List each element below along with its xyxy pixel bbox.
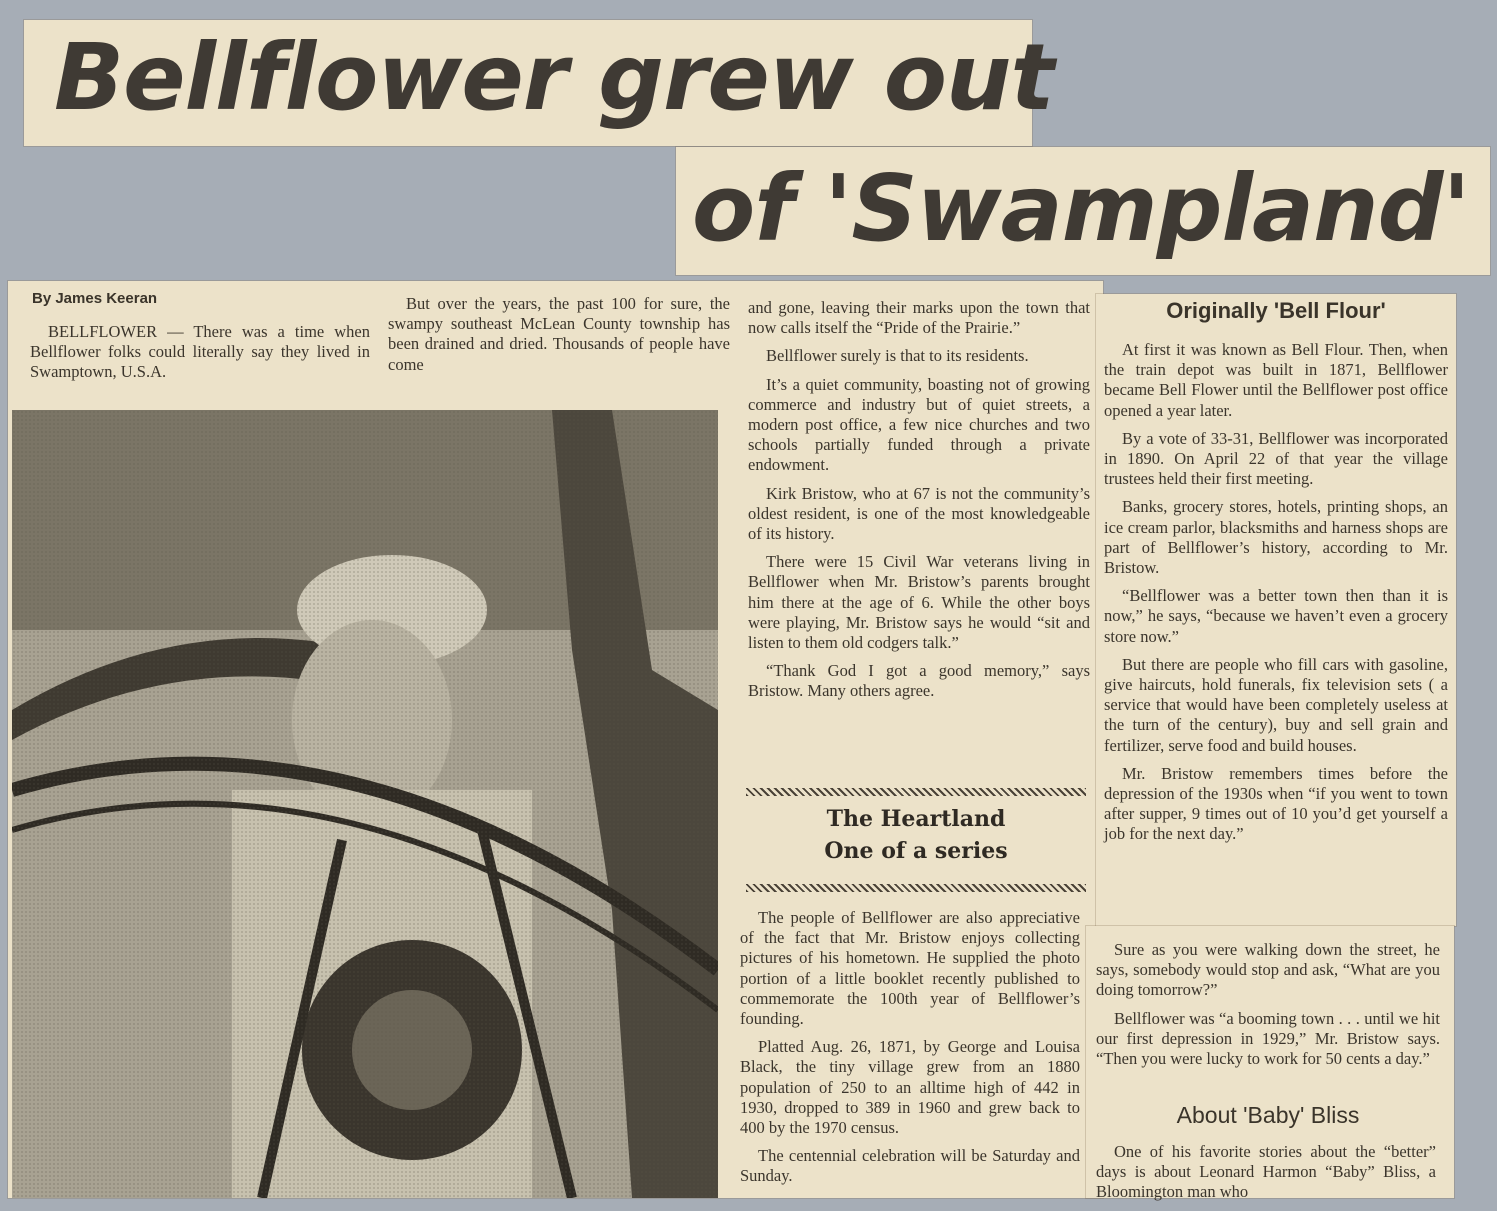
divider-rule: [746, 788, 1086, 796]
paragraph: There were 15 Civil War veterans living in Bellflower when Mr. Bristow’s parents brought him there at the age of 6. While the other boys were playing, Mr. Bristow says he would “sit and listen to them old codgers talk.”: [748, 552, 1090, 653]
article-column-3: [748, 298, 1090, 710]
paragraph: The people of Bellflower are also appreciative of the fact that Mr. Bristow enjoys collecting pictures of his hometown. He supplied the photo portion of a little booklet recently published to commemorate the 100th year of Bellflower’s founding.: [740, 908, 1080, 1029]
article-column-5: [1096, 940, 1440, 1077]
series-title: The Heartland: [826, 806, 1006, 832]
series-box: [746, 786, 1086, 896]
subhead-about-baby-bliss: About 'Baby' Bliss: [1176, 1102, 1360, 1128]
headline-line-2: of 'Swampland': [692, 155, 1470, 262]
paragraph: “Bellflower was a better town then than it is now,” he says, “because we haven’t even a grocery store now.”: [1104, 586, 1448, 646]
article-column-3-continued: [740, 908, 1080, 1195]
divider-rule: [746, 884, 1086, 892]
article-column-5-continued: [1096, 1142, 1436, 1211]
paragraph: Platted Aug. 26, 1871, by George and Louisa Black, the tiny village grew from an 1880 population of 250 to an alltime high of 442 in 1930, dropped to 389 in 1960 and grew back to 400 by the 1970 census.: [740, 1037, 1080, 1138]
paragraph: Kirk Bristow, who at 67 is not the community’s oldest resident, is one of the most knowledgeable of its history.: [748, 483, 1090, 544]
headline-line-1: Bellflower grew out: [54, 24, 1054, 131]
paragraph: One of his favorite stories about the “better” days is about Leonard Harmon “Baby” Bliss, a Bloomington man who: [1096, 1142, 1436, 1202]
paragraph: and gone, leaving their marks upon the town that now calls itself the “Pride of the Prairie.”: [748, 298, 1090, 338]
headline-clipping-2: [676, 147, 1490, 275]
paragraph: Mr. Bristow remembers times before the depression of the 1930s when “if you went to town after supper, 9 times out of 10 you’d get yourself a job for the next day.”: [1104, 763, 1448, 844]
paragraph: It’s a quiet community, boasting not of growing commerce and industry but of quiet streets, a modern post office, a few nice churches and two schools partially funded through a private endowment.: [748, 374, 1090, 475]
paragraph: Sure as you were walking down the street, he says, somebody would stop and ask, “What are you doing tomorrow?”: [1096, 940, 1440, 1000]
byline: By James Keeran: [32, 290, 158, 307]
paragraph: But over the years, the past 100 for sure, the swampy southeast McLean County township has been drained and dried. Thousands of people have come: [388, 294, 730, 374]
paragraph: By a vote of 33-31, Bellflower was incorporated in 1890. On April 22 of that year the village trustees held their first meeting.: [1104, 428, 1448, 489]
paragraph: “Thank God I got a good memory,” says Bristow. Many others agree.: [748, 661, 1090, 701]
article-column-2: [388, 294, 730, 383]
paragraph: Bellflower was “a booming town . . . until we hit our first depression in 1929,” Mr. Bristow says. “Then you were lucky to work for 50 cents a day.”: [1096, 1008, 1440, 1069]
subhead-originally-bell-flour: Originally 'Bell Flour': [1166, 298, 1386, 323]
paragraph: The centennial celebration will be Saturday and Sunday.: [740, 1146, 1080, 1186]
paragraph: Banks, grocery stores, hotels, printing shops, an ice cream parlor, blacksmiths and harness shops are part of Bellflower’s history, according to Mr. Bristow.: [1104, 497, 1448, 578]
paragraph: BELLFLOWER — There was a time when Bellflower folks could literally say they lived in Swamptown, U.S.A.: [30, 322, 370, 382]
article-column-1: [30, 322, 370, 391]
article-column-4: [1104, 340, 1448, 853]
series-subtitle: One of a series: [824, 838, 1008, 864]
paragraph: But there are people who fill cars with gasoline, give haircuts, hold funerals, fix television sets ( a service that would have been completely useless at the turn of the century), buy and sell grain and fertilizer, serve food and build houses.: [1104, 654, 1448, 755]
paragraph: At first it was known as Bell Flour. Then, when the train depot was built in 1871, Bellflower became Bell Flower until the Bellflower post office opened a year later.: [1104, 340, 1448, 420]
article-photo: [12, 410, 718, 1198]
paragraph: Bellflower surely is that to its residents.: [766, 346, 1029, 366]
headline-clipping-1: [24, 20, 1054, 146]
photo-illustration: [12, 410, 718, 1198]
